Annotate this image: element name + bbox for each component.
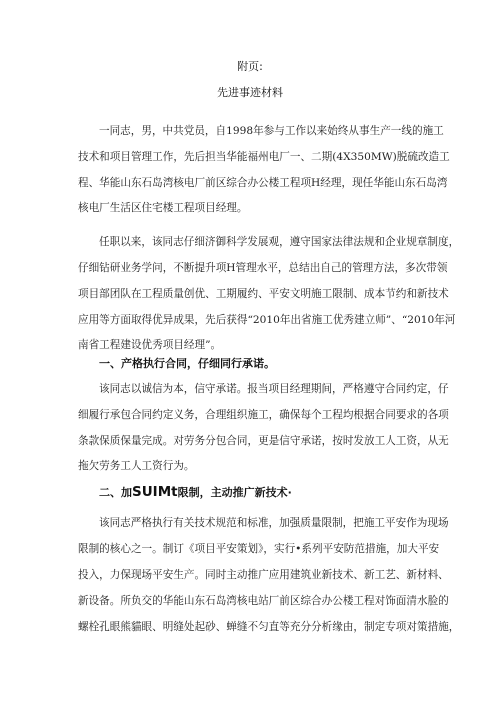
section-2-heading-prefix: 二、加 [99, 486, 132, 499]
section-2-line-5: 螺栓孔眼熊貓眼、明缝处起砂、蝉缝不匀直等充分分析缘由，制定专项对策措施， [78, 621, 460, 633]
paragraph-2-line-1: 任职以来，该同志仔细济御科学发展观，遵守国家法律法规和企业规章制度， [99, 236, 460, 248]
section-2-heading-emphasis: SUIMt [132, 484, 178, 500]
section-1-heading: 一、产格执行合同，仔细同行承诺。 [99, 357, 275, 370]
section-1-line-2: 细履行承包合同约定义务，合理组织施工，确保每个工程均根据合同要求的各项 [78, 409, 449, 421]
section-1-line-3: 条款保质保量完成。对劳务分包合同，更是信守承诺，按时发放工人工资，从无 [78, 435, 449, 447]
section-2-line-4: 新设备。所负交的华能山东石岛湾核电站厂前区综合办公楼工程对饰面清水脸的 [78, 595, 449, 607]
document-title: 先进事迹材料 [217, 86, 283, 99]
section-1-line-1: 该同志以诚信为本，信守承诺。报当项目经理期间，严格遵守合同约定，仔 [99, 383, 449, 395]
paragraph-2-line-4: 应用等方面取得优异成果，先后获得“2010年出省施工优秀建立师”、“2010年河 [78, 314, 456, 326]
section-2-line-1: 该同志严格执行有关技术规范和标准，加强质量限制，把施工平安作为现场 [99, 517, 449, 529]
paragraph-1-line-2: 技术和项目管理工作，先后担当华能福州电厂一、二期(4X350MW)脱硫改造工 [78, 151, 450, 163]
paragraph-2-line-2: 仔细钻研业务学问，不断提升项H管理水平，总结出自己的管理方法，多次带领 [78, 262, 448, 274]
paragraph-1-line-3: 程、华能山东石岛湾核电厂前区综合办公楼工程项H经理，现任华能山东石岛湾 [78, 177, 448, 189]
section-2-line-3: 投入，力保现场平安生产。同时主动推广应用建筑业新技术、新工艺、新材料、 [78, 569, 449, 581]
paragraph-1-line-4: 核电厂生活区住宅楼工程项目经理。 [78, 202, 248, 214]
section-2-heading [99, 484, 292, 500]
appendix-label: 附页: [237, 60, 263, 73]
paragraph-2-line-5: 南省工程建设优秀项目经理”。 [78, 339, 222, 351]
paragraph-1-line-1: 一同志，男，中共党员，自1998年参与工作以来始终从事生产一线的施工 [99, 125, 444, 137]
section-2-line-2: 限制的核心之一。制订《项目平安策划》，实行•系列平安防范措施，加大平安 [78, 543, 440, 555]
section-2-heading-suffix: 限制，主动推广新技术· [177, 486, 292, 499]
section-1-line-4: 拖欠劳务工人工资行为。 [78, 460, 195, 472]
paragraph-2-line-3: 项目部团队在工程质量创优、工期履约、平安文明施工限制、成本节约和新技术 [78, 288, 449, 300]
